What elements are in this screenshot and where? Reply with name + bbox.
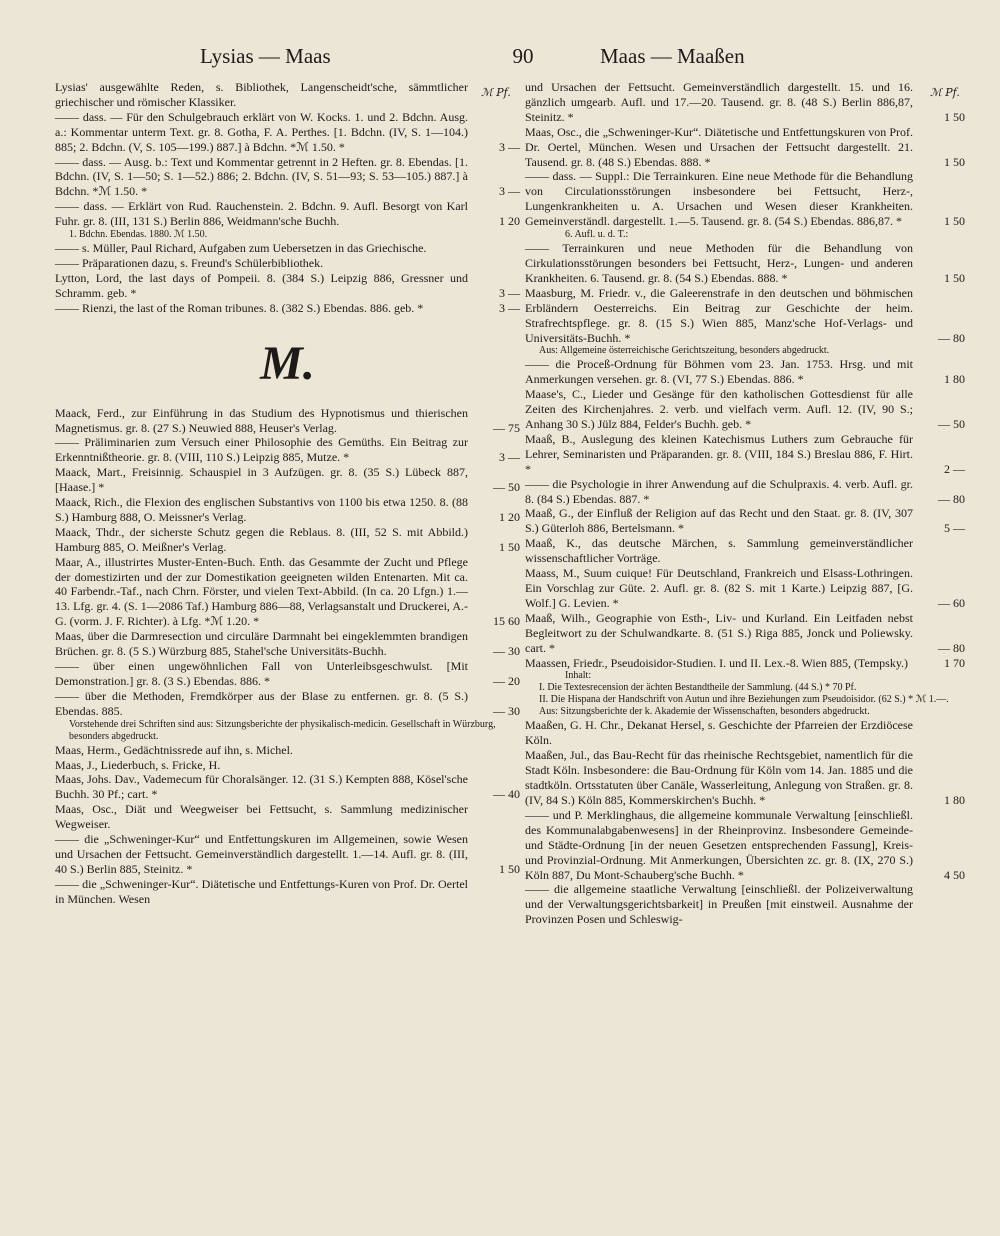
catalog-note: 1. Bdchn. Ebendas. 1880. ℳ 1.50. [69, 229, 208, 241]
catalog-entry [55, 555, 520, 630]
entry-price: — 50 [493, 480, 520, 495]
entry-price: 1 70 [944, 655, 965, 670]
entry-text: —— dass. — Suppl.: Die Terrainkuren. Eine neue Methode für die Behandlung von Circulationsstörungen insbesondere bei Fettsucht, Herz-, Lungenkrankheiten u. A. Ursachen und Wesen dieser Krankheiten. Gemeinverständl. dargestellt. 1.—5. Tausend. gr. 8. (54 S.) Ebendas. 886,87. * [525, 169, 913, 229]
entry-text: —— s. Müller, Paul Richard, Aufgaben zum Uebersetzen in das Griechische. [55, 241, 427, 256]
entry-text: —— die Psychologie in ihrer Anwendung auf die Schulpraxis. 4. verb. Aufl. gr. 8. (84 S.) Ebendas. 887. * [525, 476, 913, 506]
left-entries-lysias [55, 80, 520, 316]
entry-text: Lysias' ausgewählte Reden, s. Bibliothek, Langenscheidt'sche, sämmtlicher griechischer und römischer Klassiker. [55, 80, 468, 109]
entry-price: — 80 [938, 491, 965, 506]
catalog-entry [525, 656, 965, 671]
entry-price: 15 60 [493, 614, 520, 629]
entry-text: Maas, Osc., Diät und Weegweiser bei Fettsucht, s. Sammlung medizinischer Wegweiser. [55, 802, 468, 832]
right-column [525, 80, 965, 927]
catalog-entry [525, 748, 965, 808]
entry-text: —— dass. — Erklärt von Rud. Rauchenstein. 2. Bdchn. 9. Aufl. Besorgt von Karl Fuhr. gr. 8. (III, 131 S.) Berlin 886, Weidmann'sche Buchh. [55, 199, 468, 229]
entry-text: —— die Proceß-Ordnung für Böhmen vom 23. Jan. 1753. Hrsg. und mit Anmerkungen versehen. gr. 8. (VI, 77 S.) Ebendas. 886. * [525, 357, 913, 387]
entry-text: Maack, Mart., Freisinnig. Schauspiel in 3 Aufzügen. gr. 8. (35 S.) Lübeck 887, [Haase.] * [55, 465, 468, 495]
catalog-note: Aus: Sitzungsberichte der k. Akademie der Wissenschaften, besonders abgedruckt. [539, 706, 870, 718]
entry-text: Maack, Thdr., der sicherste Schutz gegen die Reblaus. 8. (III, 52 S. mit Abbild.) Hamburg 885, O. Meißner's Verlag. [55, 524, 468, 554]
catalog-entry [525, 241, 965, 286]
catalog-note: Vorstehende drei Schriften sind aus: Sitzungsberichte der physikalisch-medicin. Gesellschaft in Würzburg, besonders abgedruckt. [69, 718, 496, 742]
left-entries-m [55, 406, 520, 907]
entry-text: Maas, Johs. Dav., Vademecum für Choralsänger. 12. (31 S.) Kempten 888, Kösel'sche Buchh. 30 Pf.; cart. * [55, 772, 468, 802]
entry-price: 1 50 [944, 270, 965, 285]
entry-text: —— Präparationen dazu, s. Freund's Schülerbibliothek. [55, 255, 324, 270]
entry-text: Maas, J., Liederbuch, s. Fricke, H. [55, 757, 221, 772]
catalog-entry [55, 758, 520, 773]
currency-label-left: ℳ Pf. [481, 86, 511, 99]
catalog-note: Aus: Allgemeine österreichische Gerichtszeitung, besonders abgedruckt. [539, 345, 830, 357]
catalog-entry [525, 125, 965, 170]
entry-price: 1 20 [499, 214, 520, 229]
entry-text: Maaßen, Jul., das Bau-Recht für das rheinische Rechtsgebiet, namentlich für die Stadt Köln. Insbesondere: die Bau-Ordnung für Köln vom 14. Jan. 1885 und die stadtköln. Ortsstatuten über Canäle, Wasserleitung, Anlegung von Straßen. gr. 8. (IV, 84 S.) Köln 885, Kommerskirchen's Buchh. * [525, 748, 913, 807]
catalog-entry [525, 506, 965, 536]
entry-text: —— Präliminarien zum Versuch einer Philosophie des Gemüths. Ein Beitrag zur Erkenntnißtheorie. gr. 8. (VIII, 110 S.) Leipzig 885, Mutze. * [55, 435, 468, 465]
catalog-entry [55, 271, 520, 301]
entry-text: Maaßen, G. H. Chr., Dekanat Hersel, s. Geschichte der Pfarreien der Erzdiöcese Köln. [525, 718, 913, 748]
catalog-entry [525, 718, 965, 748]
entry-price: 5 — [944, 521, 965, 536]
entry-price: — 40 [493, 787, 520, 802]
entry-text: —— dass. — Für den Schulgebrauch erklärt von W. Kocks. 1. und 2. Bdchn. Ausg. a.: Kommentar unterm Text. gr. 8. Gotha, F. A. Perthes. [1. Bdchn. (IV, S. 1—104.) 885; 2. Bdchn. (V, S. 105—199.) 887.] à Bdchn. *ℳ 1.50. * [55, 109, 468, 154]
catalog-entry [55, 877, 520, 907]
entry-price: 3 — [499, 285, 520, 300]
entry-text: —— über die Methoden, Fremdkörper aus der Blase zu entfernen. gr. 8. (5 S.) Ebendas. 885. [55, 688, 468, 718]
catalog-entry [525, 80, 965, 125]
catalog-entry [55, 832, 520, 877]
entry-price: — 20 [493, 673, 520, 688]
catalog-entry [55, 629, 520, 659]
entry-text: Maass, M., Suum cuique! Für Deutschland, Frankreich und Elsass-Lothringen. Ein Vorschlag zur Güte. 2. Aufl. gr. 8. (82 S. mit 1 Karte.) Leipzig 887, [G. Wolf.] G. Levien. * [525, 566, 913, 610]
entry-text: Maaß, G., der Einfluß der Religion auf das Recht und den Staat. gr. 8. (IV, 307 S.) Güterloh 886, Bertelsmann. * [525, 506, 913, 536]
entry-price: 3 — [499, 450, 520, 465]
catalog-entry [55, 525, 520, 555]
entry-price: 4 50 [944, 867, 965, 882]
catalog-entry [525, 387, 965, 432]
catalog-entry [55, 689, 520, 719]
entry-text: Maaß, K., das deutsche Märchen, s. Sammlung gemeinverständlicher wissenschaftlicher Vorträge. [525, 536, 913, 566]
catalog-entry [525, 882, 965, 927]
page-number: 90 [512, 44, 534, 68]
entry-text: Maack, Rich., die Flexion des englischen Substantivs von 1100 bis etwa 1250. 8. (88 S.) Hamburg 888, O. Meissner's Verlag. [55, 495, 468, 524]
entry-price: — 60 [938, 595, 965, 610]
catalog-entry [55, 241, 520, 256]
entry-price: 1 50 [944, 109, 965, 124]
entry-price: 1 50 [944, 214, 965, 229]
catalog-entry [525, 477, 965, 507]
entry-text: Maassen, Friedr., Pseudoisidor-Studien. I. und II. Lex.-8. Wien 885, (Tempsky.) [525, 655, 909, 670]
entry-price: 3 — [499, 300, 520, 315]
catalog-entry [55, 802, 520, 832]
catalog-entry [525, 357, 965, 387]
entry-text: —— die „Schweninger-Kur“. Diätetische und Entfettungs-Kuren von Prof. Dr. Oertel in München. Wesen [55, 876, 468, 906]
catalog-entry [55, 495, 520, 525]
catalog-entry [55, 659, 520, 689]
entry-price: 1 20 [499, 509, 520, 524]
catalog-entry [55, 110, 520, 155]
catalog-subheading: Inhalt: [565, 670, 592, 682]
entry-price: — 30 [493, 644, 520, 659]
running-head-left: Lysias — Maas [200, 44, 331, 68]
right-entries [525, 80, 965, 927]
entry-text: Maasburg, M. Friedr. v., die Galeerenstrafe in den deutschen und böhmischen Erbländern Oesterreichs. Ein Beitrag zur Geschichte der heim. Strafrechtspflege. gr. 8. (15 S.) Wien 885, Manz'sche Hof-Verlags- und Universitäts-Buchh. * [525, 285, 913, 345]
entry-text: Maaß, B., Auslegung des kleinen Katechismus Luthers zum Gebrauche für Lehrer, Seminaristen und Präparanden. gr. 8. (VIII, 184 S.) Breslau 886, F. Hirt. * [525, 431, 913, 476]
entry-text: Maack, Ferd., zur Einführung in das Studium des Hypnotismus und thierischen Magnetismus. gr. 8. (27 S.) Neuwied 888, Heuser's Verlag. [55, 405, 468, 435]
entry-text: —— Rienzi, the last of the Roman tribunes. 8. (382 S.) Ebendas. 886. geb. * [55, 300, 424, 315]
catalog-entry [525, 566, 965, 611]
entry-text: Maaß, Wilh., Geographie von Esth-, Liv- und Kurland. Ein Leitfaden nebst Begleitwort zu der Schulwandkarte. 8. (51 S.) Riga 885, Jonck und Poliewsky. cart. * [525, 610, 913, 655]
entry-price: 2 — [944, 461, 965, 476]
catalog-entry [55, 465, 520, 495]
entry-price: 1 80 [944, 792, 965, 807]
catalog-entry [55, 256, 520, 271]
catalog-note: I. Die Textesrecension der ächten Bestandtheile der Sammlung. (44 S.) * 70 Pf. [539, 682, 857, 694]
catalog-entry [525, 808, 965, 883]
left-column [55, 80, 520, 907]
entry-text: Lytton, Lord, the last days of Pompeii. 8. (384 S.) Leipzig 886, Gressner und Schramm. geb. * [55, 270, 468, 300]
catalog-entry [525, 286, 965, 346]
entry-text: Maase's, C., Lieder und Gesänge für den katholischen Gottesdienst für alle Zeiten des Kirchenjahres. 2. verb. und vielfach verm. Aufl. 12. (IV, 90 S.; Anhang 30 S.) Jülz 884, Felder's Buchh. geb. * [525, 387, 913, 432]
catalog-entry [525, 169, 965, 229]
entry-text: Maas, Osc., die „Schweninger-Kur“. Diätetische und Entfettungskuren von Prof. Dr. Oertel, München. Wesen und Ursachen der Fettsucht dargestellt. 21. Tausend. gr. 8. (48 S.) Ebendas. 888. * [525, 124, 913, 169]
catalog-entry [55, 406, 520, 436]
catalog-entry [55, 435, 520, 465]
entry-price: 1 50 [499, 539, 520, 554]
entry-text: Maas, über die Darmresection und circuläre Darmnaht bei eingeklemmten brandigen Brüchen. gr. 8. (5 S.) Würzburg 885, Stahel'sche Universitäts-Buchh. [55, 629, 468, 659]
entry-price: 3 — [499, 184, 520, 199]
entry-text: —— und P. Merklinghaus, die allgemeine kommunale Verwaltung [einschließl. des Kommunalabgabenwesens] in der Rheinprovinz. Insbesondere Gemeinde- und Städte-Ordnung [in der neuen Gesetzen entsprechenden Fassung], Kreis- und Provinzial-Ordnung. Mit Anmerkungen, Übersichten zc. gr. 8. (IX, 270 S.) Köln 887, Du Mont-Schauberg'sche Buchh. * [525, 807, 913, 882]
entry-price: — 80 [938, 640, 965, 655]
catalog-entry [55, 80, 520, 110]
entry-text: Maas, Herm., Gedächtnissrede auf ihn, s. Michel. [55, 742, 293, 757]
entry-text: —— dass. — Ausg. b.: Text und Kommentar getrennt in 2 Heften. gr. 8. Ebendas. [1. Bdchn. (IV, S. 1—50; S. 1—52.) 886; 2. Bdchn. (IV, S. 51—93; S. 53—105.) 887.] à Bdchn. *ℳ 1.50. * [55, 154, 468, 199]
entry-text: —— die allgemeine staatliche Verwaltung [einschließl. der Polizeiverwaltung und der Verwaltungsgerichtsbarkeit] in Preußen [mit einstweil. Ausnahme der Provinzen Posen und Schleswig- [525, 882, 913, 927]
catalog-entry [55, 301, 520, 316]
entry-price: 1 80 [944, 372, 965, 387]
catalog-entry [55, 199, 520, 229]
catalog-entry [55, 772, 520, 802]
entry-price: — 75 [493, 420, 520, 435]
entry-text: und Ursachen der Fettsucht. Gemeinverständlich dargestellt. 15. und 16. gänzlich umgearb. Aufl. und 17.—20. Tausend. gr. 8. (48 S.) Berlin 886,87, Steinitz. * [525, 80, 913, 124]
entry-price: 3 — [499, 139, 520, 154]
entry-price: — 80 [938, 330, 965, 345]
catalog-entry [55, 155, 520, 200]
currency-label-right: ℳ Pf. [930, 86, 960, 99]
catalog-entry [525, 536, 965, 566]
entry-price: — 50 [938, 417, 965, 432]
section-letter: M. [260, 336, 315, 390]
catalog-subheading: 6. Aufl. u. d. T.: [565, 229, 629, 241]
entry-price: 1 50 [499, 861, 520, 876]
catalog-note: II. Die Hispana der Handschrift von Autun und ihre Beziehungen zum Pseudoisidor. (62 S.) * ℳ 1.—. [539, 694, 949, 706]
catalog-entry [525, 611, 965, 656]
entry-text: Maar, A., illustrirtes Muster-Enten-Buch. Enth. das Gesammte der Zucht und Pflege der domestizirten und der zur Domestikation geeigneten wilden Entenarten. Mit ca. 40 Farbendr.-Taf., nach Chrn. Förster, und vielen Text-Abbild. (In ca. 20 Lfgn.) 1.—13. Lfg. gr. 4. (S. 1—2086 Taf.) Hamburg 886—88, Verlagsanstalt und Druckerei, A.-G. (vorm. J. F. Richter). à Lfg. *ℳ 1.20. * [55, 554, 468, 629]
entry-price: 1 50 [944, 154, 965, 169]
entry-text: —— Terrainkuren und neue Methoden für die Behandlung von Cirkulationsstörungen besonders bei Fettsucht, Herz-, Lungen- und anderen Krankheiten. 6. Tausend. gr. 8. (54 S.) Ebendas. 888. * [525, 241, 913, 285]
catalog-entry [525, 432, 965, 477]
entry-price: — 30 [493, 703, 520, 718]
running-head-right: Maas — Maaßen [600, 44, 745, 68]
entry-text: —— die „Schweninger-Kur“ und Entfettungskuren im Allgemeinen, sowie Wesen und Ursachen der Fettsucht. Gemeinverständlich dargestellt. 1.—14. Aufl. gr. 8. (III, 40 S.) Berlin 885, Steinitz. * [55, 832, 468, 876]
catalog-entry [55, 743, 520, 758]
entry-text: —— über einen ungewöhnlichen Fall von Unterleibsgeschwulst. [Mit Demonstration.] gr. 8. (3 S.) Ebendas. 886. * [55, 659, 468, 688]
